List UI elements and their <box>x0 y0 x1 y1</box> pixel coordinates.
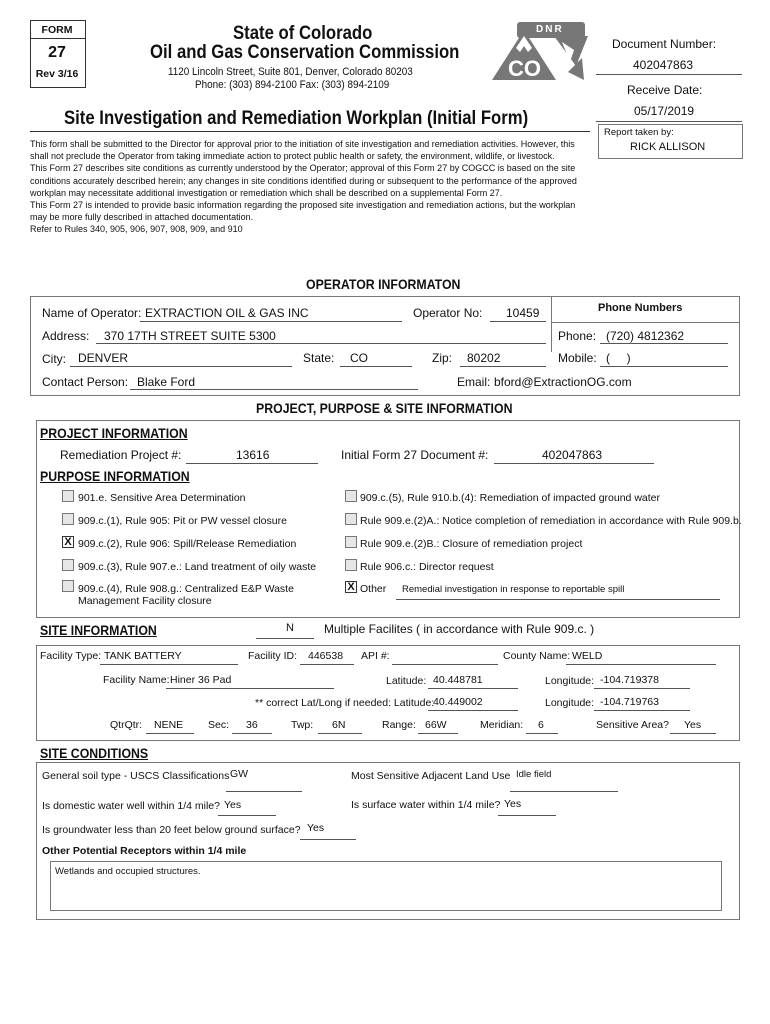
api-label: API #: <box>361 650 390 662</box>
dnr-logo-text: DNR <box>536 24 564 35</box>
purpose-label-909c4-line2: Management Facility closure <box>78 595 212 607</box>
purpose-label-909c4: 909.c.(4), Rule 908.g.: Centralized E&P Waste <box>78 583 294 595</box>
project-info-label: PROJECT INFORMATION <box>40 425 188 441</box>
state-title: State of Colorado <box>233 23 373 44</box>
operator-mobile: ( ) <box>606 351 631 365</box>
form-label: FORM <box>41 24 73 36</box>
purpose-checkbox-909c5[interactable] <box>345 490 357 502</box>
site-conditions-label: SITE CONDITIONS <box>40 745 149 761</box>
corrected-longitude: -104.719763 <box>600 696 659 708</box>
range: 66W <box>425 719 447 731</box>
co-logo-text: CO <box>508 56 541 81</box>
commission-title: Oil and Gas Conservation Commission <box>150 42 460 63</box>
city-label: City: <box>42 352 66 366</box>
receptors-label: Other Potential Receptors within 1/4 mile <box>42 845 247 857</box>
facility-id-label: Facility ID: <box>248 650 298 662</box>
remediation-project: 13616 <box>236 448 270 462</box>
township: 6N <box>332 719 346 731</box>
county-label: County Name: <box>503 650 571 662</box>
initial-form: 402047863 <box>542 448 603 462</box>
groundwater-label: Is groundwater less than 20 feet below ground surface? <box>42 824 301 836</box>
intro-paragraph-2: This Form 27 describes site conditions as currently understood by the Operator; approval of this Form 27 by COGCC is based on the site conditions accurately described herein; any changes in site conditions identified during or subsequent to the performance of the approved workplan may necessitate additional investigation or remediation which shall be described on a supplemental Form 27. <box>30 163 577 198</box>
facility-name-label: Facility Name: <box>103 674 170 686</box>
commission-phone: Phone: (303) 894-2100 Fax: (303) 894-2109 <box>195 79 390 91</box>
doc-number: 402047863 <box>633 58 694 72</box>
facility-type-label: Facility Type: <box>40 650 102 662</box>
purpose-label-906c: Rule 906.c.: Director request <box>360 561 494 573</box>
site-info-label: SITE INFORMATION <box>40 622 157 638</box>
dnr-logo <box>490 22 590 88</box>
receive-date-label: Receive Date: <box>627 83 703 97</box>
other-purpose-text: Remedial investigation in response to reportable spill <box>402 584 625 595</box>
intro-paragraph-1: This form shall be submitted to the Director for approval prior to the initiation of site investigation and remediation activities. However, this shall not preclude the Operator from taking immediate action to protect public health or safety, the environment, wildlife, or livestock. <box>30 139 575 162</box>
corrected-latitude: 40.449002 <box>433 696 483 708</box>
purpose-label-909e2b: Rule 909.e.(2)B.: Closure of remediation project <box>360 538 583 550</box>
adjacent-land-use-label: Most Sensitive Adjacent Land Use <box>351 770 511 782</box>
initial-form-label: Initial Form 27 Document #: <box>341 448 489 462</box>
purpose-label-909c1: 909.c.(1), Rule 905: Pit or PW vessel closure <box>78 515 287 527</box>
surface-water-label: Is surface water within 1/4 mile? <box>351 799 501 811</box>
operator-phone: (720) 4812362 <box>606 329 685 343</box>
remediation-project-label: Remediation Project #: <box>60 448 182 462</box>
purpose-label-909c2: 909.c.(2), Rule 906: Spill/Release Remediation <box>78 538 297 550</box>
operator-address: 370 17TH STREET SUITE 5300 <box>104 329 276 343</box>
operator-no: 10459 <box>506 306 540 320</box>
zip-label: Zip: <box>432 351 453 365</box>
domestic-well: Yes <box>224 799 242 811</box>
operator-name: EXTRACTION OIL & GAS INC <box>145 306 309 320</box>
multiple-facilities-label: Multiple Facilites ( in accordance with Rule 909.c. ) <box>324 622 595 636</box>
form-title: Site Investigation and Remediation Workplan (Initial Form) <box>64 108 529 129</box>
sec-label: Sec: <box>208 719 230 731</box>
operator-no-label: Operator No: <box>413 306 483 320</box>
purpose-checkbox-other[interactable]: X <box>345 581 357 593</box>
purpose-checkbox-909c2[interactable]: X <box>62 536 74 548</box>
purpose-label-909c5: 909.c.(5), Rule 910.b.(4): Remediation of impacted ground water <box>360 492 660 504</box>
soil-type-label: General soil type - USCS Classifications <box>42 770 230 782</box>
purpose-checkbox-901e[interactable] <box>62 490 74 502</box>
domestic-well-label: Is domestic water well within 1/4 mile? <box>42 800 220 812</box>
purpose-info-label: PURPOSE INFORMATION <box>40 468 190 484</box>
operator-email: bford@ExtractionOG.com <box>494 375 632 389</box>
purpose-checkbox-909e2a[interactable] <box>345 513 357 525</box>
contact-label: Contact Person: <box>42 375 129 389</box>
corrected-latitude-label: ** correct Lat/Long if needed: Latitude: <box>255 697 435 709</box>
purpose-label-901e: 901.e. Sensitive Area Determination <box>78 492 246 504</box>
adjacent-land-use: Idle field <box>516 769 552 780</box>
intro-text <box>30 138 590 236</box>
operator-zip: 80202 <box>467 351 501 365</box>
phone-numbers-label: Phone Numbers <box>598 302 683 314</box>
longitude: -104.719378 <box>600 674 659 686</box>
receive-date: 05/17/2019 <box>634 104 695 118</box>
facility-id: 446538 <box>308 650 344 662</box>
section: 36 <box>246 719 258 731</box>
project-heading: PROJECT, PURPOSE & SITE INFORMATION <box>256 400 513 416</box>
operator-city: DENVER <box>78 351 129 365</box>
doc-number-label: Document Number: <box>612 37 717 51</box>
intro-paragraph-3: This Form 27 is intended to provide basic information regarding the proposed site investigation and remediation actions, but the workplan may be more fully described in attached documentation. <box>30 200 576 223</box>
sensitive-area: Yes <box>684 719 702 731</box>
qtrqtr: NENE <box>154 719 184 731</box>
commission-address: 1120 Lincoln Street, Suite 801, Denver, Colorado 80203 <box>168 66 413 78</box>
sensitive-area-label: Sensitive Area? <box>596 719 669 731</box>
latitude-label: Latitude: <box>386 675 427 687</box>
qtrqtr-label: QtrQtr: <box>110 719 143 731</box>
corrected-longitude-label: Longitude: <box>545 697 595 709</box>
purpose-label-909c3: 909.c.(3), Rule 907.e.: Land treatment of oily waste <box>78 561 317 573</box>
facility-name: Hiner 36 Pad <box>170 674 232 686</box>
purpose-checkbox-906c[interactable] <box>345 559 357 571</box>
email-label: Email: <box>457 375 491 389</box>
address-label: Address: <box>42 329 90 343</box>
multiple-facilities-value: N <box>286 622 294 634</box>
purpose-checkbox-909c3[interactable] <box>62 559 74 571</box>
receptors-text: Wetlands and occupied structures. <box>55 866 201 877</box>
purpose-label-909e2a: Rule 909.e.(2)A.: Notice completion of remediation in accordance with Rule 909.b. <box>360 515 742 527</box>
phone-label: Phone: <box>558 329 597 343</box>
latitude: 40.448781 <box>433 674 483 686</box>
meridian-label: Meridian: <box>480 719 524 731</box>
operator-name-label: Name of Operator: <box>42 306 142 320</box>
state-label: State: <box>303 351 335 365</box>
form-revision: Rev 3/16 <box>35 68 79 80</box>
report-taken-label: Report taken by: <box>604 127 674 138</box>
facility-type: TANK BATTERY <box>104 650 182 662</box>
range-label: Range: <box>382 719 416 731</box>
groundwater: Yes <box>307 822 325 834</box>
operator-heading: OPERATOR INFORMATON <box>306 276 461 292</box>
form-number: 27 <box>48 44 66 61</box>
intro-paragraph-4: Refer to Rules 340, 905, 906, 907, 908, 909, and 910 <box>30 224 243 235</box>
operator-state: CO <box>350 351 368 365</box>
operator-contact: Blake Ford <box>137 375 196 389</box>
report-taken-by: RICK ALLISON <box>630 141 706 153</box>
longitude-label: Longitude: <box>545 675 595 687</box>
surface-water: Yes <box>504 798 522 810</box>
purpose-checkbox-909c1[interactable] <box>62 513 74 525</box>
county-name: WELD <box>572 650 603 662</box>
soil-type: GW <box>230 768 249 780</box>
meridian: 6 <box>538 719 544 731</box>
mobile-label: Mobile: <box>558 351 597 365</box>
purpose-checkbox-909e2b[interactable] <box>345 536 357 548</box>
purpose-checkbox-909c4[interactable] <box>62 580 74 592</box>
purpose-label-other: Other <box>360 583 387 595</box>
twp-label: Twp: <box>291 719 314 731</box>
